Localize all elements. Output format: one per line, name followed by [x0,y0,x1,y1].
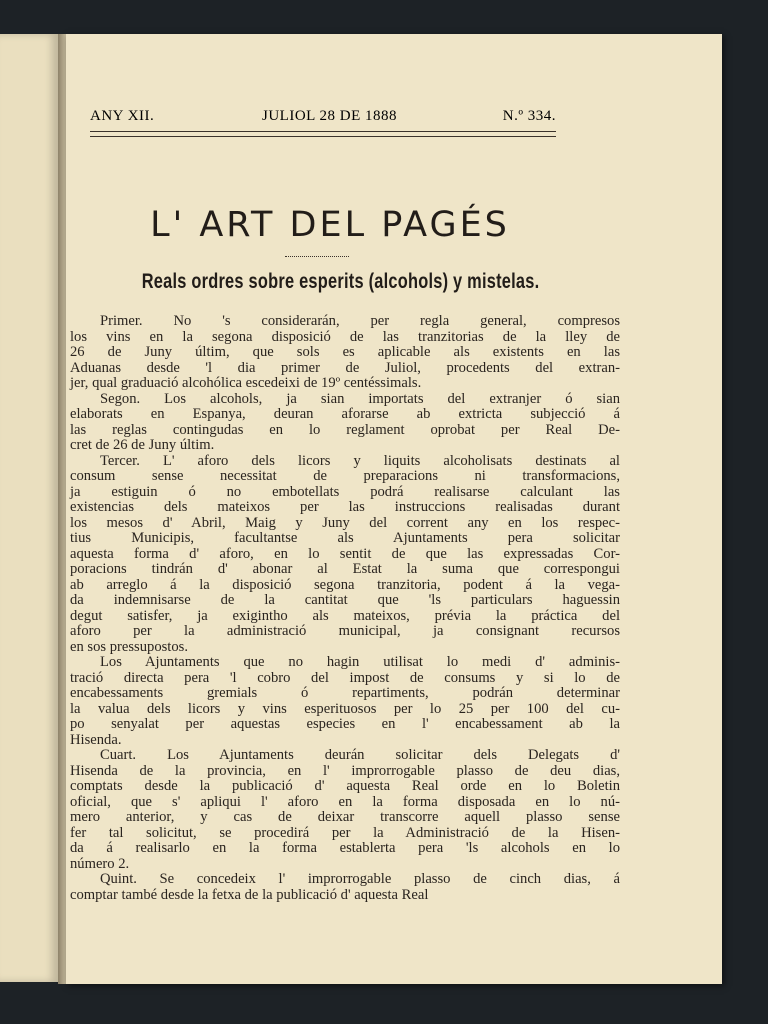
text-line: Quint. Se concedeix l' improrrogable plasso de cinch dias, á [100,871,620,887]
text-line: comptats desde la publicació d' aquesta Real orde en lo Boletin [70,778,620,794]
text-line: Primer. No 's considerarán, per regla general, compresos [100,313,620,329]
text-line: 26 de Juny últim, que sols es aplicable als existents en las [70,344,620,360]
text-line: da indemnisarse de la cantitat que 'ls particulars haguessin [70,592,620,608]
text-line: ab arreglo á la disposició segona tranzitoria, podent á la vega- [70,576,620,593]
text-line: fer tal solicitut, se procedirá per la Administració de la Hisen- [70,824,620,841]
article-paragraph [70,655,620,748]
article-paragraph [70,748,620,872]
issue-number: N.º 334. [502,108,556,124]
text-line: tius Municipis, facultantse als Ajuntaments pera solicitar [70,530,620,546]
text-line: Los Ajuntaments que no hagin utilisat lo medi d' adminis- [100,654,620,670]
text-line: tració directa pera 'l cobro del impost de consums y si lo de [70,669,620,686]
article-title: Reals ordres sobre esperits (alcohols) y mistelas. [141,270,540,293]
text-line: Hisenda de la provincia, en l' improrrogable plasso de deu dias, [70,762,620,779]
text-line: número 2. [70,855,130,872]
running-header [90,108,556,130]
text-line: las reglas contingudas en lo reglament oprobat per Real De- [70,421,620,438]
article-paragraph [70,872,620,903]
text-line: ja estiguin ó no embotellats podrá realisarse calculant las [70,483,620,500]
text-line: aforo per la administració municipal, ja consignant recursos [70,623,620,639]
text-line: existencias dels mateixos per las instruccions realisadas durant [70,499,620,515]
text-line: mero anterior, y cas de deixar transcorre aquell plasso sense [70,809,620,825]
facing-page-edge [0,34,60,982]
text-line: oficial, que s' apliqui l' aforo en la forma disposada en lo nú- [70,793,620,810]
article-paragraph [70,314,620,392]
text-line: la valua dels licors y vins esperituosos per lo 25 per 100 del cu- [70,700,620,717]
text-line: aquesta forma d' aforo, en lo sentit de que las expressadas Cor- [70,545,620,562]
text-line: los vins en la segona disposició de las tranzitorias de la lley de [70,328,620,345]
text-line: Segon. Los alcohols, ja sian importats del extranjer ó sian [100,390,620,407]
header-rule [90,131,556,137]
text-line: poracions tindrán d' abonar al Estat la suma que correspongui [70,561,620,577]
text-line: degut satisfer, ja exigintho als mateixos, prévia la práctica del [70,607,620,624]
masthead-ornament [285,256,349,259]
text-line: Cuart. Los Ajuntaments deurán solicitar dels Delegats d' [100,747,620,763]
masthead-title: L' ART DEL PAGÉS [150,205,510,245]
issue-date: JULIOL 28 DE 1888 [262,108,398,124]
text-line: elaborats en Espanya, deuran aforarse ab extricta subjecció á [70,406,620,422]
article-paragraph [70,454,620,656]
text-line: en sos pressupostos. [70,638,188,655]
issue-label: ANY XII. [90,108,155,124]
text-line: comptar també desde la fetxa de la publicació d' aquesta Real [70,886,429,903]
article-body [70,314,620,903]
text-line: cret de 26 de Juny últim. [70,437,215,453]
text-line: consum sense necessitat de preparacions ni transformacions, [70,468,620,484]
text-line: encabessaments gremials ó repartiments, podrán determinar [70,685,620,701]
article-paragraph [70,392,620,454]
text-line: Tercer. L' aforo dels licors y liquits alcoholisats destinats al [100,452,620,469]
text-line: da á realisarlo en la forma establerta pera 'ls alcohols en lo [70,840,620,856]
text-line: jer, qual graduació alcohólica escedeixi de 19º centéssimals. [70,375,422,391]
text-line: los mesos d' Abril, Maig y Juny del corrent any en los respec- [70,514,620,531]
text-line: Hisenda. [70,731,122,748]
text-line: Aduanas desde 'l dia primer de Juliol, procedents del extran- [70,359,620,376]
text-line: po senyalat per aquestas especies en l' encabessament ab la [70,716,620,732]
